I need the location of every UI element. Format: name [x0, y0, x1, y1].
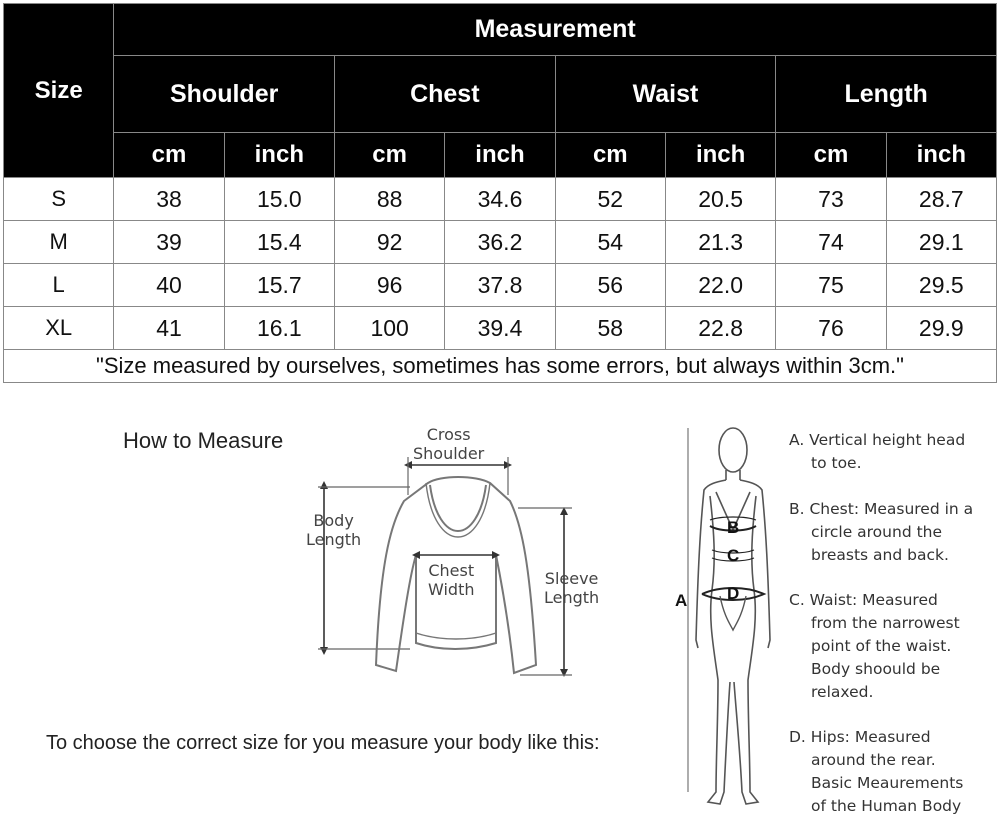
body-letter-b: B: [727, 518, 740, 537]
table-cell: 73: [776, 178, 886, 221]
chest-width-label: Chest Width: [428, 561, 475, 599]
sleeve-length-label: Sleeve Length: [544, 569, 600, 607]
table-cell: 58: [555, 307, 665, 350]
description-c: C. Waist: Measured from the narrowest point of the waist. Body shoould be relaxed.: [789, 591, 960, 701]
table-cell: 39.4: [445, 307, 555, 350]
table-cell: 36.2: [445, 221, 555, 264]
table-row: [4, 221, 997, 264]
table-cell: 21.3: [665, 221, 775, 264]
table-cell: 96: [334, 264, 444, 307]
unit-inch-header: inch: [886, 133, 996, 178]
table-cell: 20.5: [665, 178, 775, 221]
table-cell: 75: [776, 264, 886, 307]
unit-inch-header: inch: [224, 133, 334, 178]
size-header: Size: [4, 4, 114, 178]
table-cell: 29.5: [886, 264, 996, 307]
table-cell: 92: [334, 221, 444, 264]
size-cell: M: [4, 221, 114, 264]
description-d: D. Hips: Measured around the rear. Basic Meaurements of the Human Body: [789, 728, 964, 815]
size-note: "Size measured by ourselves, sometimes has some errors, but always within 3cm.": [4, 350, 997, 383]
size-chart-table: [3, 3, 997, 383]
table-row: [4, 264, 997, 307]
table-cell: 40: [114, 264, 224, 307]
waist-header: Waist: [555, 56, 776, 133]
table-cell: 76: [776, 307, 886, 350]
unit-inch-header: inch: [665, 133, 775, 178]
description-b: B. Chest: Measured in a circle around the breasts and back.: [789, 500, 974, 564]
table-cell: 38: [114, 178, 224, 221]
how-to-measure-title: How to Measure: [123, 428, 284, 453]
measurement-header: Measurement: [114, 4, 997, 56]
table-cell: 100: [334, 307, 444, 350]
table-cell: 41: [114, 307, 224, 350]
body-letter-c: C: [727, 546, 740, 565]
body-letter-a: A: [675, 591, 688, 610]
unit-inch-header: inch: [445, 133, 555, 178]
unit-cm-header: cm: [776, 133, 886, 178]
table-cell: 56: [555, 264, 665, 307]
table-cell: 52: [555, 178, 665, 221]
table-row: [4, 178, 997, 221]
cross-shoulder-label: Cross Shoulder: [413, 425, 485, 463]
body-figure: [680, 420, 780, 815]
body-length-label: Body Length: [306, 511, 362, 549]
table-cell: 16.1: [224, 307, 334, 350]
table-cell: 15.0: [224, 178, 334, 221]
shoulder-header: Shoulder: [114, 56, 335, 133]
table-cell: 88: [334, 178, 444, 221]
table-cell: 29.9: [886, 307, 996, 350]
description-a: A. Vertical height head to toe.: [789, 431, 966, 472]
table-row: [4, 307, 997, 350]
size-cell: XL: [4, 307, 114, 350]
chest-header: Chest: [334, 56, 555, 133]
table-cell: 39: [114, 221, 224, 264]
unit-cm-header: cm: [555, 133, 665, 178]
table-cell: 15.4: [224, 221, 334, 264]
table-cell: 37.8: [445, 264, 555, 307]
table-cell: 28.7: [886, 178, 996, 221]
table-cell: 29.1: [886, 221, 996, 264]
table-cell: 22.0: [665, 264, 775, 307]
size-cell: L: [4, 264, 114, 307]
table-cell: 15.7: [224, 264, 334, 307]
table-cell: 22.8: [665, 307, 775, 350]
length-header: Length: [776, 56, 997, 133]
table-cell: 34.6: [445, 178, 555, 221]
body-letter-d: D: [727, 584, 740, 603]
table-cell: 54: [555, 221, 665, 264]
table-cell: 74: [776, 221, 886, 264]
instruction-text: To choose the correct size for you measure your body like this:: [46, 732, 600, 754]
unit-cm-header: cm: [334, 133, 444, 178]
size-cell: S: [4, 178, 114, 221]
unit-cm-header: cm: [114, 133, 224, 178]
